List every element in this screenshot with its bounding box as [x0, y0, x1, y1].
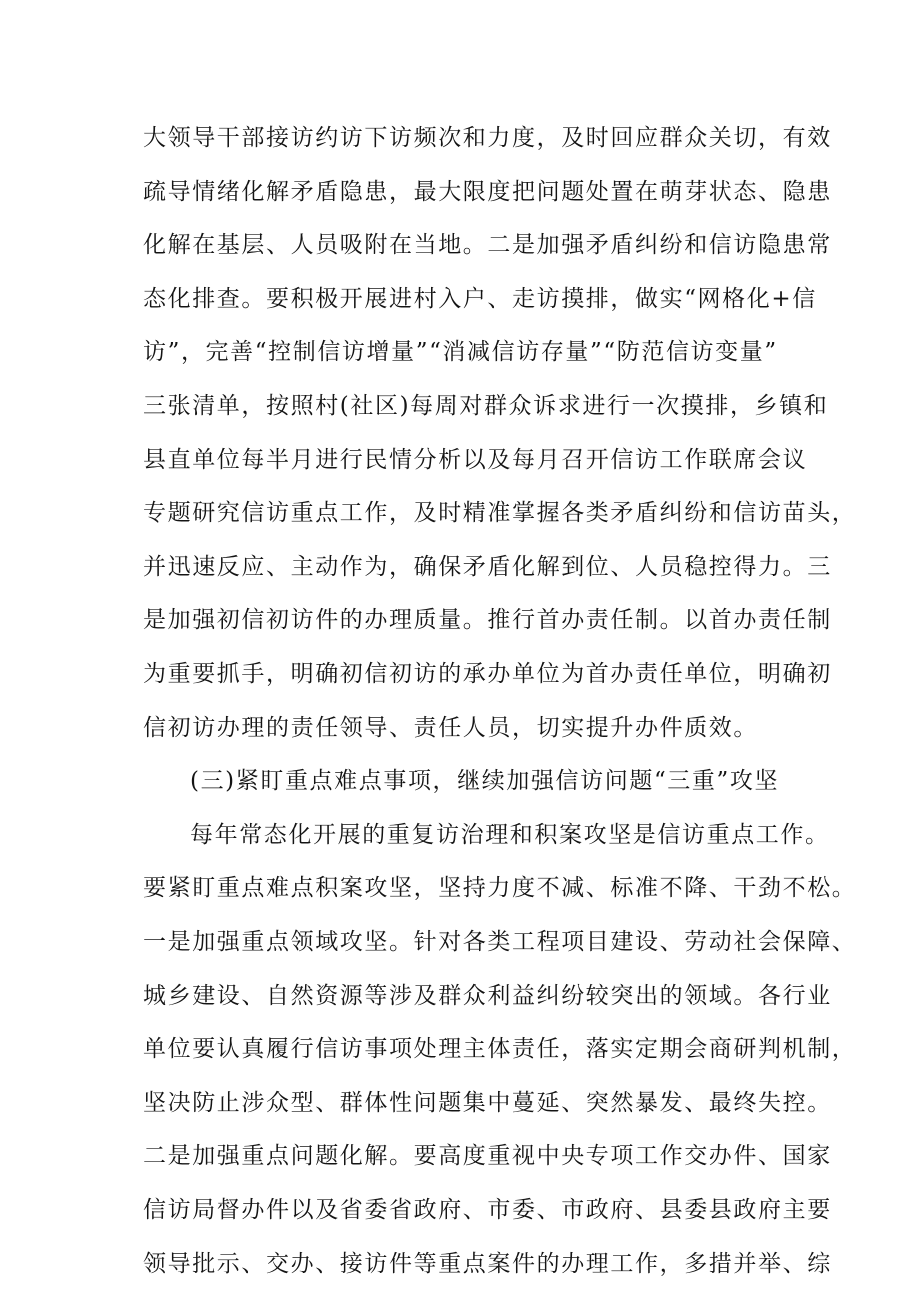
text-line: 要紧盯重点难点积案攻坚，坚持力度不减、标准不降、干劲不松。 [143, 875, 857, 901]
text-line: 城乡建设、自然资源等涉及群众利益纠纷较突出的领域。各行业 [143, 983, 832, 1009]
text-line: 是加强初信初访件的办理质量。推行首办责任制。以首办责任制 [143, 607, 832, 633]
text-line: 访”，完善“控制信访增量”“消减信访存量”“防范信访变量” [143, 339, 778, 365]
text-line: 二是加强重点问题化解。要高度重视中央专项工作交办件、国家 [143, 1143, 832, 1169]
text-line: 大领导干部接访约访下访频次和力度，及时回应群众关切，有效 [143, 125, 832, 151]
text-line: 领导批示、交办、接访件等重点案件的办理工作，多措并举、综 [143, 1251, 832, 1277]
text-line: 单位要认真履行信访事项处理主体责任，落实定期会商研判机制， [143, 1036, 857, 1062]
text-line: 化解在基层、人员吸附在当地。二是加强矛盾纠纷和信访隐患常 [143, 232, 832, 258]
text-line: 态化排查。要积极开展进村入户、走访摸排，做实“网格化+信 [143, 286, 817, 312]
text-line: 信初访办理的责任领导、责任人员，切实提升办件质效。 [143, 715, 758, 741]
section-heading: (三)紧盯重点难点事项，继续加强信访问题“三重”攻坚 [190, 768, 780, 794]
text-line: 信访局督办件以及省委省政府、市委、市政府、县委县政府主要 [143, 1197, 832, 1223]
text-line: 专题研究信访重点工作，及时精准掌握各类矛盾纠纷和信访苗头， [143, 500, 857, 526]
text-line: 为重要抓手，明确初信初访的承办单位为首办责任单位，明确初 [143, 661, 832, 687]
text-line: 三张清单，按照村(社区)每周对群众诉求进行一次摸排，乡镇和 [143, 393, 829, 419]
paragraph-first-line: 每年常态化开展的重复访治理和积案攻坚是信访重点工作。 [190, 822, 830, 848]
text-line: 一是加强重点领域攻坚。针对各类工程项目建设、劳动社会保障、 [143, 929, 857, 955]
text-line: 县直单位每半月进行民情分析以及每月召开信访工作联席会议 [143, 447, 808, 473]
text-line: 疏导情绪化解矛盾隐患，最大限度把问题处置在萌芽状态、隐患 [143, 179, 832, 205]
text-line: 坚决防止涉众型、群体性问题集中蔓延、突然暴发、最终失控。 [143, 1090, 832, 1116]
text-line: 并迅速反应、主动作为，确保矛盾化解到位、人员稳控得力。三 [143, 554, 832, 580]
